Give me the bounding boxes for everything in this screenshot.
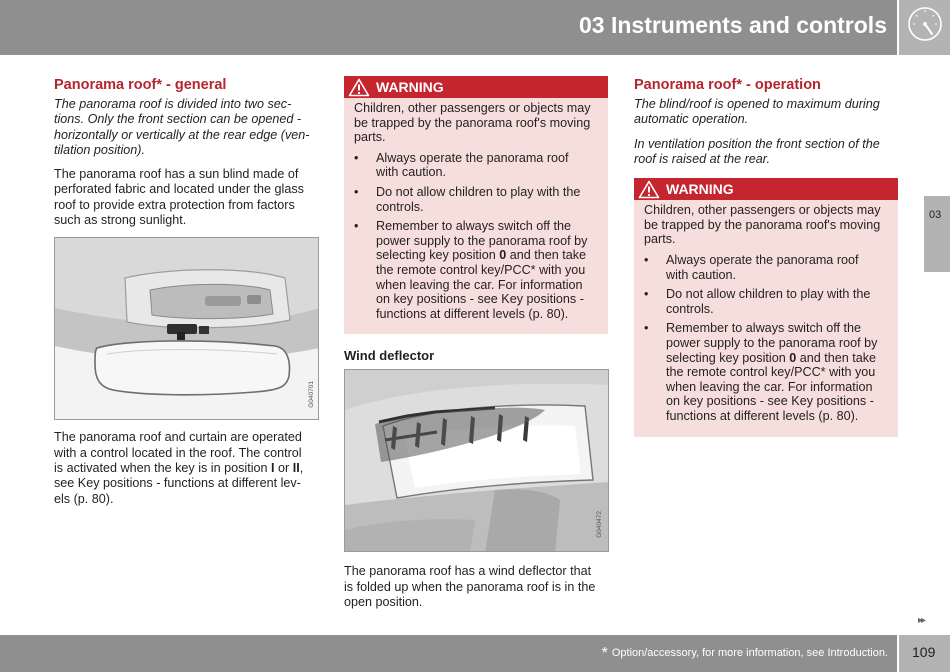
text-run: when leaving the car. For information: [666, 379, 873, 394]
warning-triangle-icon: [638, 180, 660, 199]
chapter-title: 03 Instruments and controls: [578, 12, 887, 38]
text-run: ,: [299, 460, 304, 475]
side-tab-label: 03: [929, 209, 942, 221]
text-run: and then take: [796, 350, 877, 365]
text-run: with caution.: [376, 165, 447, 180]
warning-body: [634, 200, 898, 436]
bullet-dot: •: [644, 252, 649, 267]
warning-bullet-item: [354, 219, 600, 321]
text-run: selecting key position: [666, 350, 790, 365]
text-run: with a control located in the roof. The control: [54, 445, 302, 460]
figure-code: G040472: [596, 510, 603, 538]
text-run: the remote control key/PCC* with you: [666, 365, 876, 380]
text-run: the remote control key/PCC* with you: [376, 262, 586, 277]
text-line: In ventilation position the front section of the: [634, 136, 880, 151]
text-run: els (p. 80).: [54, 491, 114, 506]
footer-note: [602, 645, 888, 663]
text-run: is activated when the key is in position: [54, 460, 272, 475]
text-line: perforated fabric and located under the glass: [54, 182, 304, 197]
column-1: [54, 76, 318, 516]
text-line: such as strong sunlight.: [54, 213, 187, 228]
text-line: The panorama roof has a sun blind made of: [54, 167, 299, 182]
wind-deflector-paragraph: [344, 564, 608, 610]
footnote-text: Option/accessory, for more information, see Introduction.: [611, 647, 888, 659]
text-run: Always operate the panorama roof: [376, 150, 569, 165]
operation-intro-1: [634, 97, 898, 128]
roof-control-figure: [54, 237, 319, 420]
header-icon-box: [899, 0, 950, 55]
warning-bullet-item: [644, 321, 890, 423]
column-3: [634, 76, 898, 449]
warning-triangle-icon: [348, 78, 370, 97]
warning-title: WARNING: [376, 79, 444, 95]
warning-header: [634, 178, 898, 200]
text-run: The panorama roof and curtain are operated: [54, 430, 302, 445]
text-line: horizontally or vertically at the rear edge (ven-: [54, 127, 310, 142]
speedometer-icon: [899, 0, 950, 55]
warning-bullet-item: [644, 287, 890, 316]
bullet-dot: •: [354, 150, 359, 165]
text-run: on key positions - see Key positions -: [666, 394, 874, 409]
text-line: tilation position).: [54, 142, 146, 157]
footnote-star: *: [601, 645, 608, 662]
text-run: see Key positions - functions at different lev-: [54, 476, 301, 491]
page-number: 109: [912, 644, 936, 660]
page-footer: [0, 635, 897, 672]
text-line: tions. Only the front section can be opened -: [54, 112, 302, 127]
text-run: on key positions - see Key positions -: [376, 292, 584, 307]
operation-intro-2: [634, 137, 898, 168]
text-line: Children, other passengers or objects may: [354, 101, 591, 115]
text-run: controls.: [376, 199, 424, 214]
warning-body: [344, 98, 608, 334]
column-2: [344, 76, 608, 619]
text-run: with caution.: [666, 267, 737, 282]
text-line: Children, other passengers or objects may: [644, 203, 881, 218]
warning-list: [644, 253, 890, 424]
text-run: Do not allow children to play with the: [666, 287, 871, 302]
text-line: roof to provide extra protection from factors: [54, 197, 295, 212]
text-run: functions at different levels (p. 80).: [666, 408, 859, 423]
warning-intro: [644, 203, 890, 247]
warning-bullet-item: [354, 151, 600, 180]
warning-intro: [354, 101, 600, 145]
text-line: automatic operation.: [634, 112, 749, 127]
general-paragraph-1: [54, 167, 318, 228]
warning-bullet-item: [354, 185, 600, 214]
warning-bullet-item: [644, 253, 890, 282]
bullet-dot: •: [354, 184, 359, 199]
next-page-arrows-icon[interactable]: ▸▸: [918, 615, 925, 626]
bold-text: 0: [789, 350, 797, 365]
text-run: and then take: [506, 248, 587, 263]
wind-deflector-illustration: [345, 370, 609, 552]
text-run: when leaving the car. For information: [376, 277, 583, 292]
text-line: roof is raised at the rear.: [634, 151, 771, 166]
text-run: controls.: [666, 301, 714, 316]
warning-title: WARNING: [666, 181, 734, 198]
text-line: parts.: [354, 130, 386, 145]
text-run: Remember to always switch off the: [666, 321, 862, 336]
text-line: parts.: [644, 232, 676, 247]
page-number-box: [899, 635, 950, 672]
text-run: selecting key position: [376, 248, 500, 263]
bullet-dot: •: [354, 219, 359, 234]
general-paragraph-2: [54, 430, 318, 506]
operation-heading: Panorama roof* - operation: [634, 77, 821, 93]
bold-text: II: [292, 460, 300, 475]
text-line: open position.: [344, 594, 423, 609]
page-header: [0, 0, 897, 55]
general-heading: Panorama roof* - general: [54, 77, 227, 93]
warning-box-1: [344, 76, 608, 334]
chapter-side-tab[interactable]: [924, 196, 950, 272]
text-run: Do not allow children to play with the: [376, 184, 581, 199]
bullet-dot: •: [644, 321, 649, 336]
roof-control-illustration: [55, 238, 319, 420]
bold-text: 0: [499, 248, 507, 263]
text-run: Remember to always switch off the: [376, 219, 572, 234]
general-intro: [54, 97, 318, 158]
figure-code: G040701: [308, 380, 315, 408]
text-line: be trapped by the panorama roof's moving: [354, 115, 591, 130]
text-line: is folded up when the panorama roof is in the: [344, 579, 596, 594]
bullet-dot: •: [644, 287, 649, 302]
warning-list: [354, 151, 600, 322]
warning-box-2: [634, 178, 898, 436]
text-line: The panorama roof is divided into two sec-: [54, 97, 292, 111]
text-run: power supply to the panorama roof by: [666, 335, 878, 350]
warning-header: [344, 76, 608, 98]
text-run: functions at different levels (p. 80).: [376, 306, 569, 321]
bold-text: I: [271, 460, 275, 475]
text-line: be trapped by the panorama roof's moving: [644, 217, 881, 232]
text-line: The panorama roof has a wind deflector that: [344, 564, 592, 579]
wind-deflector-heading: Wind deflector: [344, 348, 435, 364]
text-run: Always operate the panorama roof: [666, 252, 859, 267]
text-run: or: [274, 460, 293, 475]
text-line: The blind/roof is opened to maximum during: [634, 97, 880, 111]
wind-deflector-figure: [344, 369, 609, 552]
text-run: power supply to the panorama roof by: [376, 233, 588, 248]
